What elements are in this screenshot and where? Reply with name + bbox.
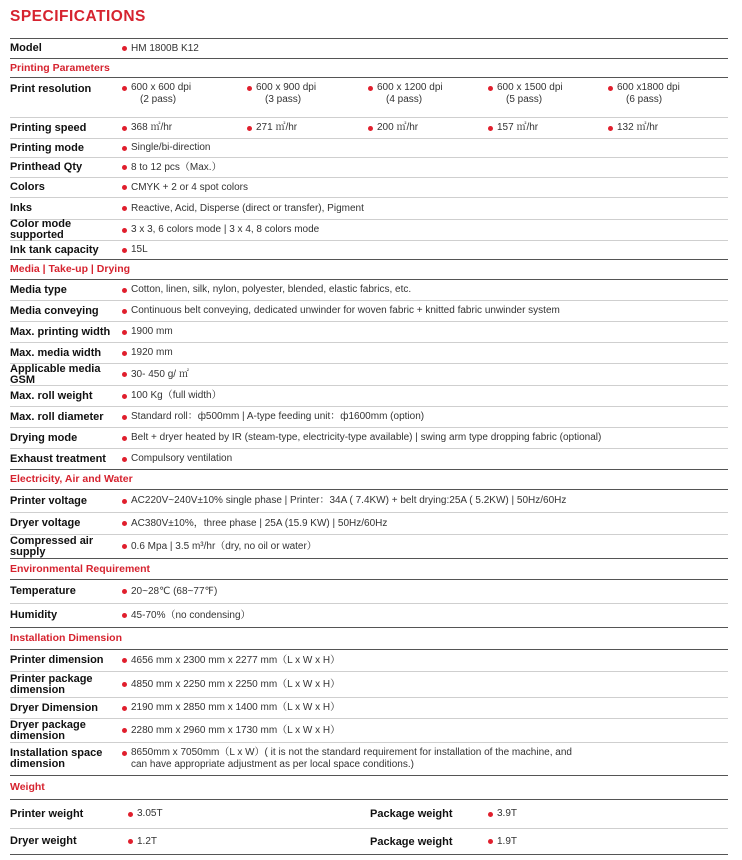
bullet-icon bbox=[122, 436, 127, 441]
spec-label: Compressed air supply bbox=[10, 534, 94, 558]
spec-label: Max. roll weight bbox=[10, 389, 93, 402]
spec-label: Dryer weight bbox=[10, 835, 77, 847]
spec-value: AC220V~240V±10% single phase | Printer：34A ( 7.4KW) + belt drying:25A ( 5.2KW) | 50Hz/60Hz bbox=[131, 495, 567, 506]
spec-value: 4850 mm x 2250 mm x 2250 mm（L x W x H） bbox=[131, 678, 341, 690]
installation-space-row bbox=[10, 743, 728, 776]
spec-value: 1.9T bbox=[497, 835, 518, 847]
spec-value: AC380V±10%，three phase | 25A (15.9 KW) | 50Hz/60Hz bbox=[131, 517, 388, 529]
bullet-icon bbox=[122, 126, 127, 131]
spec-label: Media conveying bbox=[10, 304, 99, 317]
spec-value: 20~28℃ (68~77℉) bbox=[131, 585, 218, 597]
resolution-item: 600 x 1500 dpi (5 pass) bbox=[488, 78, 606, 117]
spec-label: Ink tank capacity bbox=[10, 243, 99, 256]
spec-value: 100 Kg（full width） bbox=[131, 390, 222, 401]
model-label: Model bbox=[10, 42, 42, 54]
bullet-icon bbox=[488, 126, 493, 131]
spec-value: Cotton, linen, silk, nylon, polyester, blended, elastic fabrics, etc. bbox=[131, 284, 412, 295]
ink-tank-row bbox=[10, 241, 728, 260]
spec-label: Humidity bbox=[10, 609, 58, 621]
section-header-environment bbox=[10, 559, 728, 580]
printing-mode-row bbox=[10, 139, 728, 158]
bullet-icon bbox=[247, 126, 252, 131]
bullet-icon bbox=[122, 544, 127, 549]
model-row bbox=[10, 39, 728, 59]
spec-value: Reactive, Acid, Disperse (direct or transfer), Pigment bbox=[131, 202, 364, 214]
spec-value: 8 to 12 pcs（Max.） bbox=[131, 161, 222, 173]
spec-label: Printer package dimension bbox=[10, 672, 93, 696]
installation-row bbox=[10, 719, 728, 743]
spec-label: Colors bbox=[10, 181, 45, 193]
media-row bbox=[10, 407, 728, 428]
bullet-icon bbox=[488, 812, 493, 817]
spec-value: 3 x 3, 6 colors mode | 3 x 4, 8 colors mode bbox=[131, 224, 320, 235]
spec-value: 4656 mm x 2300 mm x 2277 mm（L x W x H） bbox=[131, 654, 341, 666]
spec-label: Max. printing width bbox=[10, 325, 111, 338]
weight-row bbox=[10, 800, 728, 829]
spec-label: Printer voltage bbox=[10, 494, 88, 507]
spec-value: 1920 mm bbox=[131, 347, 173, 358]
speed-item: 200 ㎡/hr bbox=[368, 118, 418, 138]
bullet-icon bbox=[368, 86, 373, 91]
spec-label: Drying mode bbox=[10, 431, 78, 444]
installation-row bbox=[10, 650, 728, 672]
media-row bbox=[10, 322, 728, 343]
bullet-icon bbox=[122, 330, 127, 335]
speed-item: 157 ㎡/hr bbox=[488, 118, 538, 138]
bullet-icon bbox=[122, 228, 127, 233]
bullet-icon bbox=[608, 86, 613, 91]
bullet-icon bbox=[368, 126, 373, 131]
spec-label: Applicable media GSM bbox=[10, 362, 101, 386]
speed-item: 368 ㎡/hr bbox=[122, 118, 172, 138]
page-title: SPECIFICATIONS bbox=[10, 8, 146, 25]
bullet-icon bbox=[122, 248, 127, 253]
spec-value: 1900 mm bbox=[131, 326, 173, 337]
spec-label: Temperature bbox=[10, 585, 76, 597]
section-header-printing bbox=[10, 59, 728, 78]
spec-value: Single/bi-direction bbox=[131, 142, 211, 153]
spec-label: Printing speed bbox=[10, 121, 87, 134]
spec-label: Printer dimension bbox=[10, 654, 104, 666]
bullet-icon bbox=[122, 288, 127, 293]
media-row bbox=[10, 364, 728, 386]
spec-label: Dryer Dimension bbox=[10, 701, 99, 714]
bullet-icon bbox=[122, 165, 127, 170]
bullet-icon bbox=[122, 613, 127, 618]
color-mode-row bbox=[10, 220, 728, 241]
spec-label: Package weight bbox=[370, 808, 453, 820]
spec-label: Printhead Qty bbox=[10, 161, 83, 173]
model-value: HM 1800B K12 bbox=[131, 42, 199, 54]
spec-value: Belt + dryer heated by IR (steam-type, electricity-type available) | swing arm type dropping fabric (optional) bbox=[131, 432, 602, 443]
bullet-icon bbox=[122, 589, 127, 594]
spec-value: 2190 mm x 2850 mm x 1400 mm（L x W x H） bbox=[131, 702, 341, 713]
bullet-icon bbox=[122, 706, 127, 711]
spec-value: 2280 mm x 2960 mm x 1730 mm（L x W x H） bbox=[131, 724, 341, 736]
resolution-item: 600 x 900 dpi (3 pass) bbox=[247, 78, 365, 117]
spec-label: Inks bbox=[10, 202, 33, 214]
bullet-icon bbox=[128, 839, 133, 844]
bullet-icon bbox=[488, 839, 493, 844]
bullet-icon bbox=[122, 728, 127, 733]
inks-row bbox=[10, 198, 728, 220]
spec-label: Media type bbox=[10, 283, 67, 296]
spec-label: Color mode supported bbox=[10, 218, 72, 241]
spec-label: Print resolution bbox=[10, 83, 92, 95]
electric-row bbox=[10, 513, 728, 535]
bullet-icon bbox=[122, 394, 127, 399]
bullet-icon bbox=[122, 86, 127, 91]
spec-label: Dryer package dimension bbox=[10, 718, 86, 742]
spec-value: 30- 450 g/ ㎡ bbox=[131, 368, 189, 380]
bullet-icon bbox=[122, 457, 127, 462]
resolution-item: 600 x 1200 dpi (4 pass) bbox=[368, 78, 488, 117]
spec-value: 15L bbox=[131, 244, 148, 255]
printing-speed-row bbox=[10, 118, 728, 139]
bullet-icon bbox=[122, 658, 127, 663]
speed-item: 271 ㎡/hr bbox=[247, 118, 297, 138]
section-title: Environmental Requirement bbox=[10, 562, 151, 575]
spec-value: Standard roll：ф500mm | A-type feeding unit：ф1600mm (option) bbox=[131, 411, 425, 422]
media-row bbox=[10, 301, 728, 322]
spec-label: Max. media width bbox=[10, 346, 102, 359]
installation-row bbox=[10, 672, 728, 698]
weight-row bbox=[10, 829, 728, 855]
media-row bbox=[10, 343, 728, 364]
bullet-icon bbox=[122, 751, 127, 756]
spec-label: Exhaust treatment bbox=[10, 452, 106, 465]
section-title: Weight bbox=[10, 781, 45, 793]
installation-row bbox=[10, 698, 728, 719]
bullet-icon bbox=[128, 812, 133, 817]
environment-row bbox=[10, 604, 728, 628]
bullet-icon bbox=[122, 682, 127, 687]
spec-value: 3.05T bbox=[137, 808, 163, 819]
spec-label: Printing mode bbox=[10, 141, 84, 154]
section-header-electricity bbox=[10, 470, 728, 490]
spec-value: CMYK + 2 or 4 spot colors bbox=[131, 181, 248, 193]
bullet-icon bbox=[122, 185, 127, 190]
speed-item: 132 ㎡/hr bbox=[608, 118, 658, 138]
spec-value: 8650mm x 7050mm（L x W）( it is not the standard requirement for installation of the machine, and can have appropriate adjustment as per local space conditions.) bbox=[131, 747, 572, 770]
colors-row bbox=[10, 178, 728, 198]
section-header-weight bbox=[10, 776, 728, 800]
bullet-icon bbox=[122, 372, 127, 377]
print-resolution-row bbox=[10, 78, 728, 118]
spec-value: 0.6 Mpa | 3.5 m³/hr（dry, no oil or water） bbox=[131, 540, 317, 552]
environment-row bbox=[10, 580, 728, 604]
spec-value: 3.9T bbox=[497, 808, 518, 819]
spec-label: Printer weight bbox=[10, 807, 84, 820]
resolution-item: 600 x1800 dpi (6 pass) bbox=[608, 78, 728, 117]
spec-label: Installation space dimension bbox=[10, 747, 103, 770]
section-header-media bbox=[10, 260, 728, 280]
electric-row bbox=[10, 535, 728, 559]
bullet-icon bbox=[122, 146, 127, 151]
bullet-icon bbox=[488, 86, 493, 91]
spec-label: Max. roll diameter bbox=[10, 410, 104, 423]
bullet-icon bbox=[247, 86, 252, 91]
resolution-item: 600 x 600 dpi (2 pass) bbox=[122, 78, 244, 117]
section-title: Installation Dimension bbox=[10, 632, 123, 644]
spec-value: Continuous belt conveying, dedicated unwinder for woven fabric + knitted fabric unwinder system bbox=[131, 305, 560, 316]
bullet-icon bbox=[122, 499, 127, 504]
bullet-icon bbox=[122, 521, 127, 526]
media-row bbox=[10, 428, 728, 449]
section-title: Media | Take-up | Drying bbox=[10, 263, 131, 275]
bullet-icon bbox=[122, 46, 127, 51]
section-header-installation bbox=[10, 628, 728, 650]
section-title: Electricity, Air and Water bbox=[10, 473, 133, 485]
printhead-qty-row bbox=[10, 158, 728, 178]
electric-row bbox=[10, 490, 728, 513]
bullet-icon bbox=[122, 309, 127, 314]
spec-value: 45-70%（no condensing） bbox=[131, 609, 251, 621]
spec-value: Compulsory ventilation bbox=[131, 453, 233, 464]
media-row bbox=[10, 449, 728, 470]
bullet-icon bbox=[122, 351, 127, 356]
bullet-icon bbox=[122, 206, 127, 211]
spec-value: 1.2T bbox=[137, 835, 158, 847]
media-row bbox=[10, 280, 728, 301]
spec-label: Dryer voltage bbox=[10, 517, 81, 529]
media-row bbox=[10, 386, 728, 407]
bullet-icon bbox=[608, 126, 613, 131]
spec-label: Package weight bbox=[370, 835, 453, 848]
section-title: Printing Parameters bbox=[10, 61, 110, 74]
bullet-icon bbox=[122, 415, 127, 420]
